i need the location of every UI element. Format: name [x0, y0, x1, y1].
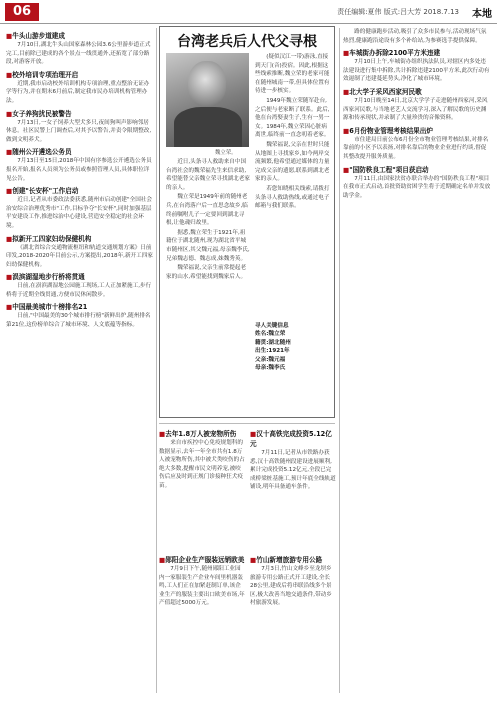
feature-paragraph: (疑似汉江一带)游泳,直接到天门(音)投宿。因此,根据这些线索推断,魏立荣的老家可能在随州城南一带,但具体位置有待进一步核实。 — [255, 54, 330, 95]
news-paragraph: 7月13日,一女子饲养大型犬多只,夜间狗叫声影响邻居休息。社区民警上门调查后,对其予以警告,并责令限期整改,做到文明养犬。 — [6, 119, 152, 143]
square-bullet-icon: ■ — [343, 87, 350, 96]
photo-caption: 魏立荣。 — [215, 150, 237, 156]
square-bullet-icon: ■ — [6, 187, 13, 196]
feature-paragraph: 据悉,魏立荣生于1921年,祖籍位于湖北随州,现为湖北省平城市随州区,其父魏元福,母亲魏李氏,兄弟魏志德、魏志成,妹魏秀英。 — [166, 229, 250, 262]
news-headline: ■中国最美城市十榜排名21 — [6, 303, 88, 312]
page-number: 06 — [5, 3, 39, 21]
portrait-body — [174, 107, 242, 147]
news-headline: ■郧阳企业生产服装远销欧美 — [159, 556, 245, 564]
divider-bottom — [159, 423, 335, 424]
square-bullet-icon: ■ — [343, 126, 350, 135]
news-headline: ■随州公开遴选公务员 — [6, 148, 72, 157]
square-bullet-icon: ■ — [6, 303, 13, 312]
feature-story-box — [159, 26, 335, 418]
square-bullet-icon: ■ — [6, 32, 13, 40]
news-paragraph: 7月9日下午,随州郧阳工业园内一家服装生产企业车间里机器轰鸣,工人们正在加紧赶制订单,该企业生产的服装主要出口欧美市场,年产值超过5000万元。 — [159, 566, 245, 607]
bottom-story-4 — [250, 552, 336, 692]
square-bullet-icon: ■ — [6, 234, 13, 243]
search-info-block — [255, 322, 331, 372]
news-paragraph: 路的健康跑步活动,吸引了众多市民参与,活动现场气氛热烈,健康跑沿途设有多个补给站,为参赛选手提供保障。 — [343, 29, 487, 44]
divider-right — [339, 28, 340, 693]
news-headline: ■校外培训专项治理开启 — [6, 70, 79, 79]
news-paragraph: 近日,记者从市委政法委获悉,随州市启动创建"全国社会治安综合治理优秀市"工作,目标争夺"长安杯",同时加强基层平安建设工作,推进综治中心建设,营造安全稳定的社会环境。 — [6, 197, 152, 229]
bottom-story-3 — [159, 552, 245, 692]
divider-left — [156, 28, 157, 693]
feature-paragraph: 若您知晓相关线索,请拨打头条寻人救助热线,或通过电子邮箱与我们联系。 — [255, 185, 330, 210]
square-bullet-icon: ■ — [6, 148, 13, 157]
feature-paragraph: 1949年魏立荣随军赴台,之后便与老家断了联系。此后,他在台湾娶妻生子,生有一男一女。1984年,魏立荣因心脏病离世,临终前一直念叨着老家。 — [255, 97, 330, 139]
square-bullet-icon: ■ — [6, 273, 13, 282]
news-headline: ■竹山新增旅游专用公路 — [250, 556, 323, 564]
news-headline: ■汉十高铁完成投资5.12亿元 — [250, 430, 332, 448]
news-headline: ■去年1.8万人被宠物所伤 — [159, 430, 237, 438]
news-headline: ■"国防秩良工程"项目获启动 — [343, 165, 429, 174]
right-column — [343, 28, 491, 693]
news-paragraph: 日前,在涢滨湖湿地公园施工现场,工人正加紧施工,步行桥将于近期全线贯通,方便市民休闲散步。 — [6, 283, 152, 298]
feature-intro-text — [166, 158, 250, 413]
news-paragraph: 7月3日,竹山文峰乡至龙坝乡旅游专用公路正式开工建设,全长28公里,建成后将串联沿线多个景区,极大改善当地交通条件,带动乡村旅游发展。 — [250, 566, 332, 607]
info-line: 母亲:魏李氏 — [255, 365, 286, 372]
feature-paragraph: 魏立荣是1949年前的随州老兵,在台湾落户后一直思念故乡,临终前嘱咐儿子一定要回到湖北寻根,让他魂归故里。 — [166, 194, 248, 227]
news-paragraph: 7月11日,由国家扶贫办联合举办的"国防秩良工程"项目在我市正式启动,首批资助贫困学生将于近期确定名单并发放助学金。 — [343, 175, 491, 199]
square-bullet-icon: ■ — [6, 109, 13, 118]
news-headline: ■创建"长安杯"工作启动 — [6, 187, 79, 196]
square-bullet-icon: ■ — [159, 430, 166, 438]
news-paragraph: 7月10日上午,车城街办组织执法队员,对辖区内多处违法建设进行集中拆除,共计拆除违建2100平方米,此次行动有效遏制了违建蔓延势头,净化了城市环境。 — [343, 59, 490, 83]
news-paragraph: 日前,"中国最美的30个城市排行榜"新鲜出炉,随州排名第21位,这份榜单综合了城市环境、人文底蕴等指标。 — [6, 313, 151, 329]
news-headline: ■女子养狗扰民被警告 — [6, 109, 72, 118]
news-headline: ■车城街办拆除2100平方米违建 — [343, 49, 441, 58]
info-line: 籍贯:湖北随州 — [255, 339, 291, 346]
news-paragraph: 7月13日至15日,2018年中国有序参选公开遴选公务员报名开始,报名人员须为公务员或参照管理人员,具体职位详见公告。 — [6, 158, 152, 182]
info-line: 寻人关键信息 — [255, 323, 289, 329]
portrait-photo — [166, 53, 249, 147]
square-bullet-icon: ■ — [250, 430, 257, 438]
feature-title: 台湾老兵后人代父寻根 — [177, 34, 317, 50]
square-bullet-icon: ■ — [159, 556, 166, 564]
left-column — [6, 28, 154, 693]
portrait-head — [188, 61, 226, 107]
feature-paragraph: 魏荣福说,父亲生前常提起老家的山水,希望能找到魏家后人。 — [166, 265, 247, 280]
square-bullet-icon: ■ — [343, 49, 350, 58]
news-headline: ■拟新开工四家妇幼保健机构 — [6, 234, 92, 243]
news-paragraph: 近期,我市启动校外培训机构专项治理,重点整治无证办学等行为,并在期末6月前后,制定我市民办培训机构管理办法。 — [6, 80, 150, 104]
feature-right-text — [255, 53, 331, 318]
square-bullet-icon: ■ — [250, 556, 257, 564]
section-name: 本地 — [472, 9, 492, 20]
info-line: 父亲:魏元福 — [255, 356, 286, 363]
news-paragraph: 7月10日晚至14日,北京大学学子走进随州西家河,采风西家河民歌,与当地老艺人交流学习,深入了解民歌的历史渊源和传承现状,并录制了大量珍贵的音像资料。 — [343, 97, 488, 122]
news-paragraph: 市住建局日前公布6月份全市物业管理考核结果,对排名靠前的小区予以表扬,对排名靠后的物业企业进行约谈,督促其整改提升服务质量。 — [343, 136, 489, 160]
news-paragraph: 7月10日,湖北牛头山国家森林公园3.6公里游步道正式完工,目前除已建成的各个景点一线贯通外,还拓宽了部分路段,对游客开放。 — [6, 42, 151, 66]
feature-paragraph: 魏荣福说,父亲在世时只能从地图上寻找家乡,如今两岸交流频繁,他希望通过媒体的力量完成父亲的遗愿,联系到湖北老家的亲人。 — [255, 141, 330, 183]
news-headline: ■涢滨湖湿地步行桥将贯通 — [6, 273, 85, 282]
page-header — [0, 0, 497, 24]
news-paragraph: 7月11日,记者从市铁路办获悉,汉十高铁随州段建设进展顺利,累计完成投资5.12亿元,全段已完成桥梁桩基施工,预计年底全线轨道铺设,明年具备通车条件。 — [250, 450, 336, 491]
news-headline: ■北大学子采风西家河民歌 — [343, 87, 422, 96]
bottom-story-1 — [159, 426, 245, 546]
bottom-story-2 — [250, 426, 336, 546]
info-line: 姓名:魏立荣 — [255, 331, 286, 338]
news-headline: ■牛头山游步道建成 — [6, 32, 65, 40]
news-paragraph: 来自市疾控中心免疫规划科的数据显示,去年一年全市共有1.8万人被宠物所伤,其中被犬类咬伤的占绝大多数,提醒市民文明养宠,被咬伤后应及时到正规门诊接种狂犬疫苗。 — [159, 440, 245, 489]
news-headline: ■6月份物业管理考核结果出炉 — [343, 126, 433, 135]
square-bullet-icon: ■ — [343, 165, 350, 174]
square-bullet-icon: ■ — [6, 70, 13, 79]
feature-paragraph: 近日,头条寻人救助来自中国台湾社会的魏荣福先生来信求助,希望能替父亲魏立荣寻找湖北老家的亲人。 — [166, 159, 250, 191]
news-paragraph: 《湖北省综合交通物流枢纽和轨道交通规划方案》日前印发,2018-2020年目前公示,方案提出,2018年,新开工四家妇幼保健机构。 — [6, 244, 153, 268]
editor-info: 责任编辑:夏伟 版式:吕大芳 2018.7.13 — [337, 8, 459, 16]
info-line: 出生:1921年 — [255, 348, 290, 355]
